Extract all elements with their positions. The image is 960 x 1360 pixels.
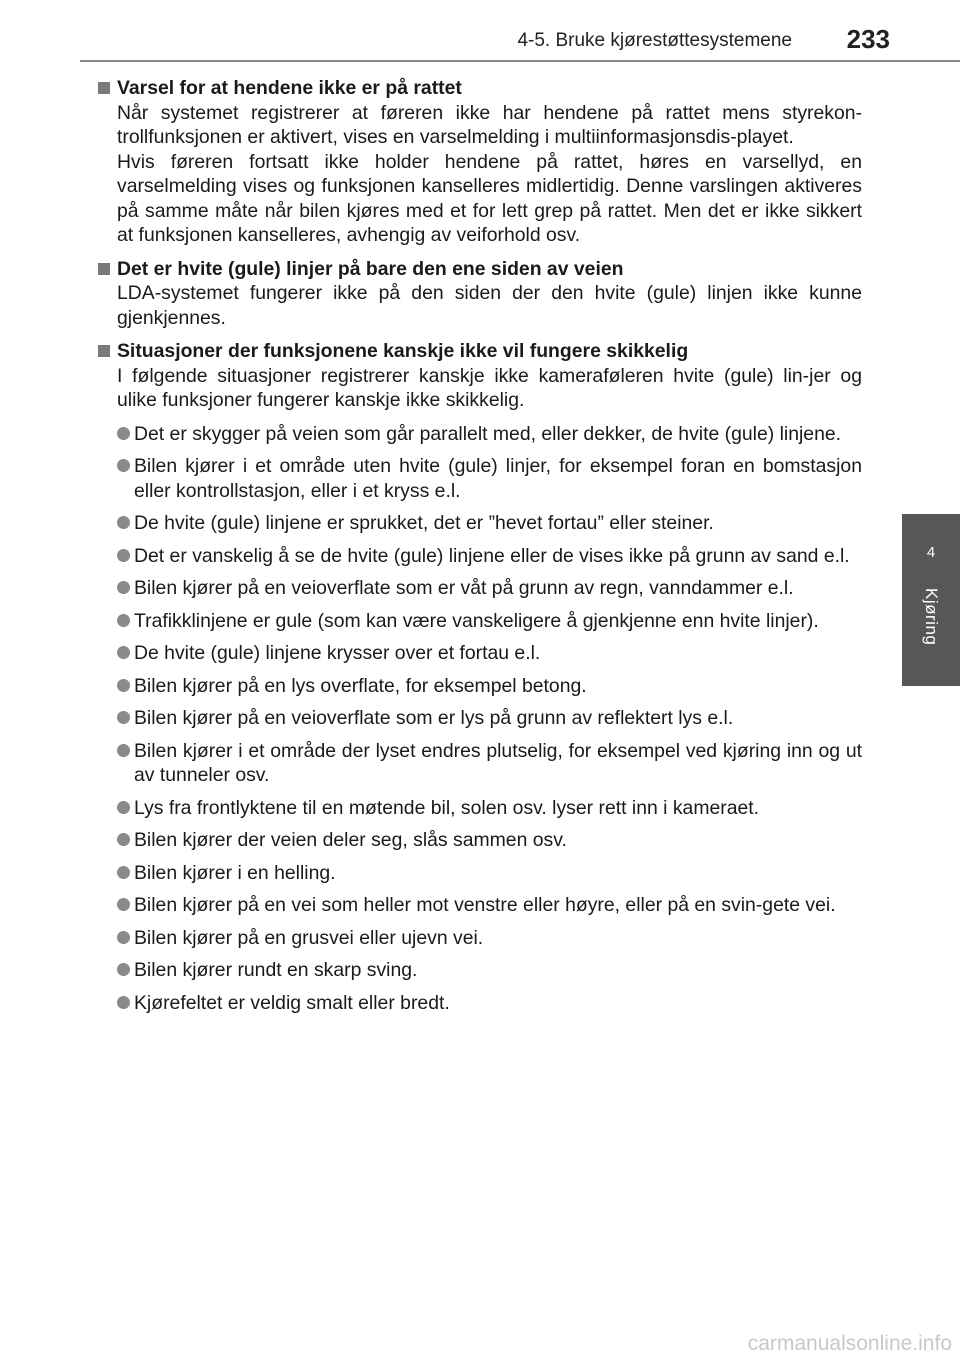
paragraph: I følgende situasjoner registrerer kanskje ikke kameraføleren hvite (gule) lin-jer og ulike funksjoner fungerer kanskje ikke skikkelig.: [117, 364, 862, 411]
round-bullet-icon: [117, 963, 130, 976]
section-title: Varsel for at hendene ikke er på rattet: [117, 77, 462, 99]
list-item: Trafikklinjene er gule (som kan være vanskeligere å gjenkjenne enn hvite linjer).: [117, 609, 862, 634]
round-bullet-icon: [117, 898, 130, 911]
chapter-side-tab: [902, 514, 960, 686]
round-bullet-icon: [117, 833, 130, 846]
list-item: Bilen kjører på en veioverflate som er lys på grunn av reflektert lys e.l.: [117, 706, 862, 731]
square-bullet-icon: [98, 345, 110, 357]
list-item: Det er skygger på veien som går parallelt med, eller dekker, de hvite (gule) linjene.: [117, 422, 862, 447]
round-bullet-icon: [117, 614, 130, 627]
round-bullet-icon: [117, 679, 130, 692]
round-bullet-icon: [117, 801, 130, 814]
round-bullet-icon: [117, 744, 130, 757]
round-bullet-icon: [117, 996, 130, 1009]
round-bullet-icon: [117, 581, 130, 594]
round-bullet-icon: [117, 866, 130, 879]
round-bullet-icon: [117, 516, 130, 529]
square-bullet-icon: [98, 263, 110, 275]
section-heading: [98, 76, 862, 101]
round-bullet-icon: [117, 931, 130, 944]
page-header: [80, 0, 960, 62]
bullet-list: [117, 422, 862, 1016]
paragraph: Hvis føreren fortsatt ikke holder hendene på rattet, høres en varsellyd, en varselmelding vises og funksjonen kanselleres midlertidig. Denne varslingen aktiveres på samme måte når bilen kjøres med et for lett grep på rattet. Men det er ikke sikkert at funksjonen kanselleres, avhengig av veiforhold osv.: [117, 150, 862, 246]
section-hands-off-warning: [98, 76, 862, 248]
list-item: Bilen kjører på en vei som heller mot venstre eller høyre, eller på en svin-gete vei.: [117, 893, 862, 918]
list-item: Bilen kjører der veien deler seg, slås sammen osv.: [117, 828, 862, 853]
list-item: De hvite (gule) linjene er sprukket, det er ”hevet fortau” eller steiner.: [117, 511, 862, 536]
section-heading: [98, 257, 862, 282]
list-item: Bilen kjører i en helling.: [117, 861, 862, 886]
paragraph: Når systemet registrerer at føreren ikke har hendene på rattet mens styrekon-trollfunksjonen er aktivert, vises en varselmelding i multiinformasjonsdis-playet.: [117, 101, 862, 148]
list-item: Bilen kjører på en lys overflate, for eksempel betong.: [117, 674, 862, 699]
section-title: Det er hvite (gule) linjer på bare den ene siden av veien: [117, 257, 624, 280]
chapter-number: 4: [926, 544, 936, 561]
list-item: Bilen kjører i et område uten hvite (gule) linjer, for eksempel foran en bomstasjon eller kontrollstasjon, eller i et kryss e.l.: [117, 454, 862, 503]
round-bullet-icon: [117, 549, 130, 562]
list-item: Bilen kjører i et område der lyset endres plutselig, for eksempel ved kjøring inn og ut av tunneler osv.: [117, 739, 862, 788]
list-item: De hvite (gule) linjene krysser over et fortau e.l.: [117, 641, 862, 666]
round-bullet-icon: [117, 459, 130, 472]
round-bullet-icon: [117, 427, 130, 440]
list-item: Kjørefeltet er veldig smalt eller bredt.: [117, 991, 862, 1016]
section-heading: [98, 339, 862, 364]
section-malfunction-situations: [98, 339, 862, 1015]
list-item: Det er vanskelig å se de hvite (gule) linjene eller de vises ikke på grunn av sand e.l.: [117, 544, 862, 569]
round-bullet-icon: [117, 646, 130, 659]
header-section-title: 4-5. Bruke kjørestøttesystemene: [517, 30, 792, 51]
watermark: carmanualsonline.info: [747, 1332, 952, 1355]
paragraph: LDA-systemet fungerer ikke på den siden der den hvite (gule) linjen ikke kunne gjenkjennes.: [117, 282, 862, 329]
list-item: Bilen kjører på en veioverflate som er våt på grunn av regn, vanndammer e.l.: [117, 576, 862, 601]
section-title: Situasjoner der funksjonene kanskje ikke vil fungere skikkelig: [117, 340, 689, 362]
list-item: Bilen kjører rundt en skarp sving.: [117, 958, 862, 983]
header-rule: [80, 60, 960, 62]
list-item: Lys fra frontlyktene til en møtende bil, solen osv. lyser rett inn i kameraet.: [117, 796, 862, 821]
page-number: 233: [846, 24, 890, 54]
list-item: Bilen kjører på en grusvei eller ujevn vei.: [117, 926, 862, 951]
page-content: [98, 76, 862, 1024]
section-one-side-lines: [98, 257, 862, 331]
square-bullet-icon: [98, 82, 110, 94]
chapter-label: Kjøring: [922, 588, 941, 646]
round-bullet-icon: [117, 711, 130, 724]
